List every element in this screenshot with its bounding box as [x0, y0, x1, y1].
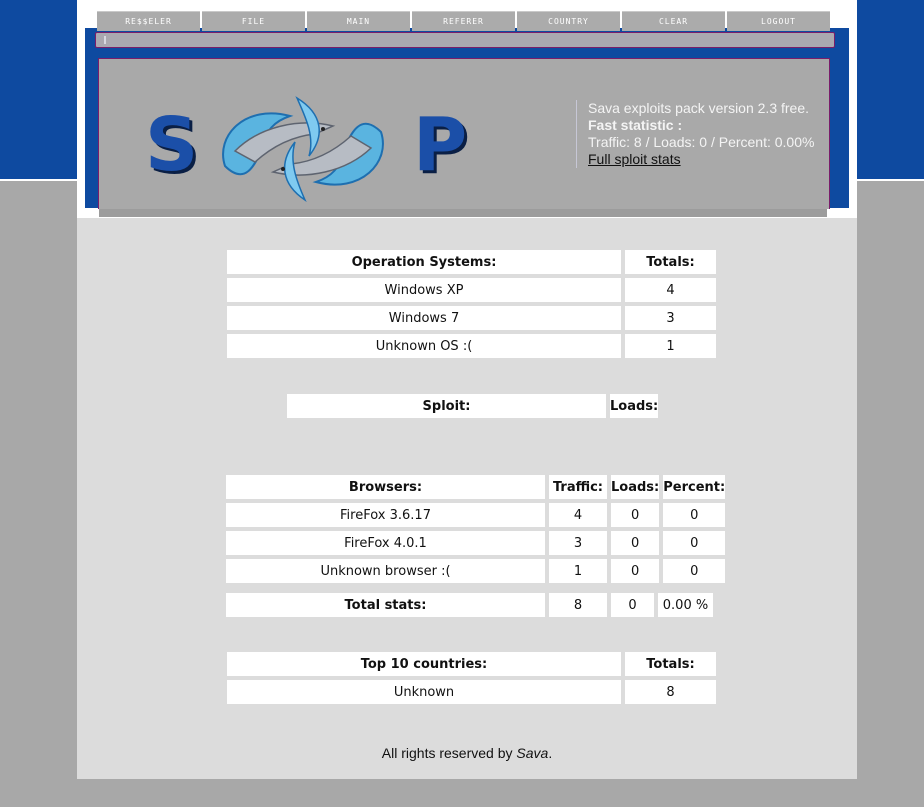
table-header-row — [226, 475, 725, 499]
browser-name: Unknown browser :( — [226, 559, 545, 583]
nav-tab-file[interactable]: FILE — [202, 11, 305, 31]
totals-header: Totals: — [625, 652, 716, 676]
sploit-table — [283, 390, 662, 422]
loads-header: Loads: — [611, 475, 659, 499]
table-row — [226, 503, 725, 527]
table-row — [227, 334, 716, 358]
browser-traffic: 4 — [549, 503, 607, 527]
total-percent: 0.00 % — [658, 593, 713, 617]
nav-tab-reseller[interactable]: RE$$ELER — [97, 11, 200, 31]
browser-percent: 0 — [663, 503, 725, 527]
browser-name: FireFox 3.6.17 — [226, 503, 545, 527]
version-text: Sava exploits pack version 2.3 free. — [588, 100, 810, 116]
country-total: 8 — [625, 680, 716, 704]
full-sploit-stats-link[interactable]: Full sploit stats — [588, 151, 681, 167]
table-row — [227, 278, 716, 302]
header-info — [576, 100, 814, 168]
fast-statistic-label: Fast statistic : — [588, 117, 683, 133]
browser-percent: 0 — [663, 559, 725, 583]
footer-prefix: All rights reserved by — [381, 745, 517, 761]
sub-nav-bar — [95, 32, 835, 48]
logo — [145, 92, 468, 204]
countries-header: Top 10 countries: — [227, 652, 621, 676]
table-header-row — [227, 250, 716, 274]
os-name: Windows 7 — [227, 306, 621, 330]
loads-header: Loads: — [610, 394, 658, 418]
browser-loads: 0 — [611, 531, 659, 555]
countries-table — [223, 648, 720, 708]
nav-tab-country[interactable]: COUNTRY — [517, 11, 620, 31]
logo-letter-right: P — [413, 102, 468, 188]
header-panel-shadow — [99, 209, 827, 217]
total-stats-label: Total stats: — [226, 593, 545, 617]
table-row — [227, 306, 716, 330]
traffic-header: Traffic: — [549, 475, 607, 499]
browser-loads: 0 — [611, 503, 659, 527]
footer — [77, 745, 857, 761]
table-row — [227, 680, 716, 704]
os-total: 1 — [625, 334, 716, 358]
fast-statistic-summary: Traffic: 8 / Loads: 0 / Percent: 0.00% — [588, 134, 815, 150]
browser-name: FireFox 4.0.1 — [226, 531, 545, 555]
browsers-header: Browsers: — [226, 475, 545, 499]
browser-traffic: 3 — [549, 531, 607, 555]
os-table — [223, 246, 720, 362]
total-traffic: 8 — [549, 593, 607, 617]
footer-suffix: . — [548, 745, 553, 761]
browser-percent: 0 — [663, 531, 725, 555]
table-row — [226, 559, 725, 583]
sub-nav-marker — [104, 36, 106, 44]
os-total: 4 — [625, 278, 716, 302]
nav-tab-main[interactable]: MAIN — [307, 11, 410, 31]
os-name: Windows XP — [227, 278, 621, 302]
os-header: Operation Systems: — [227, 250, 621, 274]
browser-loads: 0 — [611, 559, 659, 583]
nav-tab-logout[interactable]: LOGOUT — [727, 11, 830, 31]
table-row — [226, 531, 725, 555]
top-nav — [97, 11, 833, 31]
os-total: 3 — [625, 306, 716, 330]
table-header-row — [227, 652, 716, 676]
total-loads: 0 — [611, 593, 654, 617]
total-row — [226, 593, 713, 617]
browser-table — [222, 471, 729, 587]
nav-tab-referer[interactable]: REFERER — [412, 11, 515, 31]
browser-traffic: 1 — [549, 559, 607, 583]
percent-header: Percent: — [663, 475, 725, 499]
total-stats-table — [222, 589, 717, 621]
os-name: Unknown OS :( — [227, 334, 621, 358]
table-header-row — [287, 394, 658, 418]
nav-tab-clear[interactable]: CLEAR — [622, 11, 725, 31]
sploit-header: Sploit: — [287, 394, 606, 418]
logo-letter-left: S — [145, 102, 199, 188]
country-name: Unknown — [227, 680, 621, 704]
footer-author: Sava — [516, 745, 549, 761]
shark-logo-icon — [205, 96, 401, 202]
totals-header: Totals: — [625, 250, 716, 274]
